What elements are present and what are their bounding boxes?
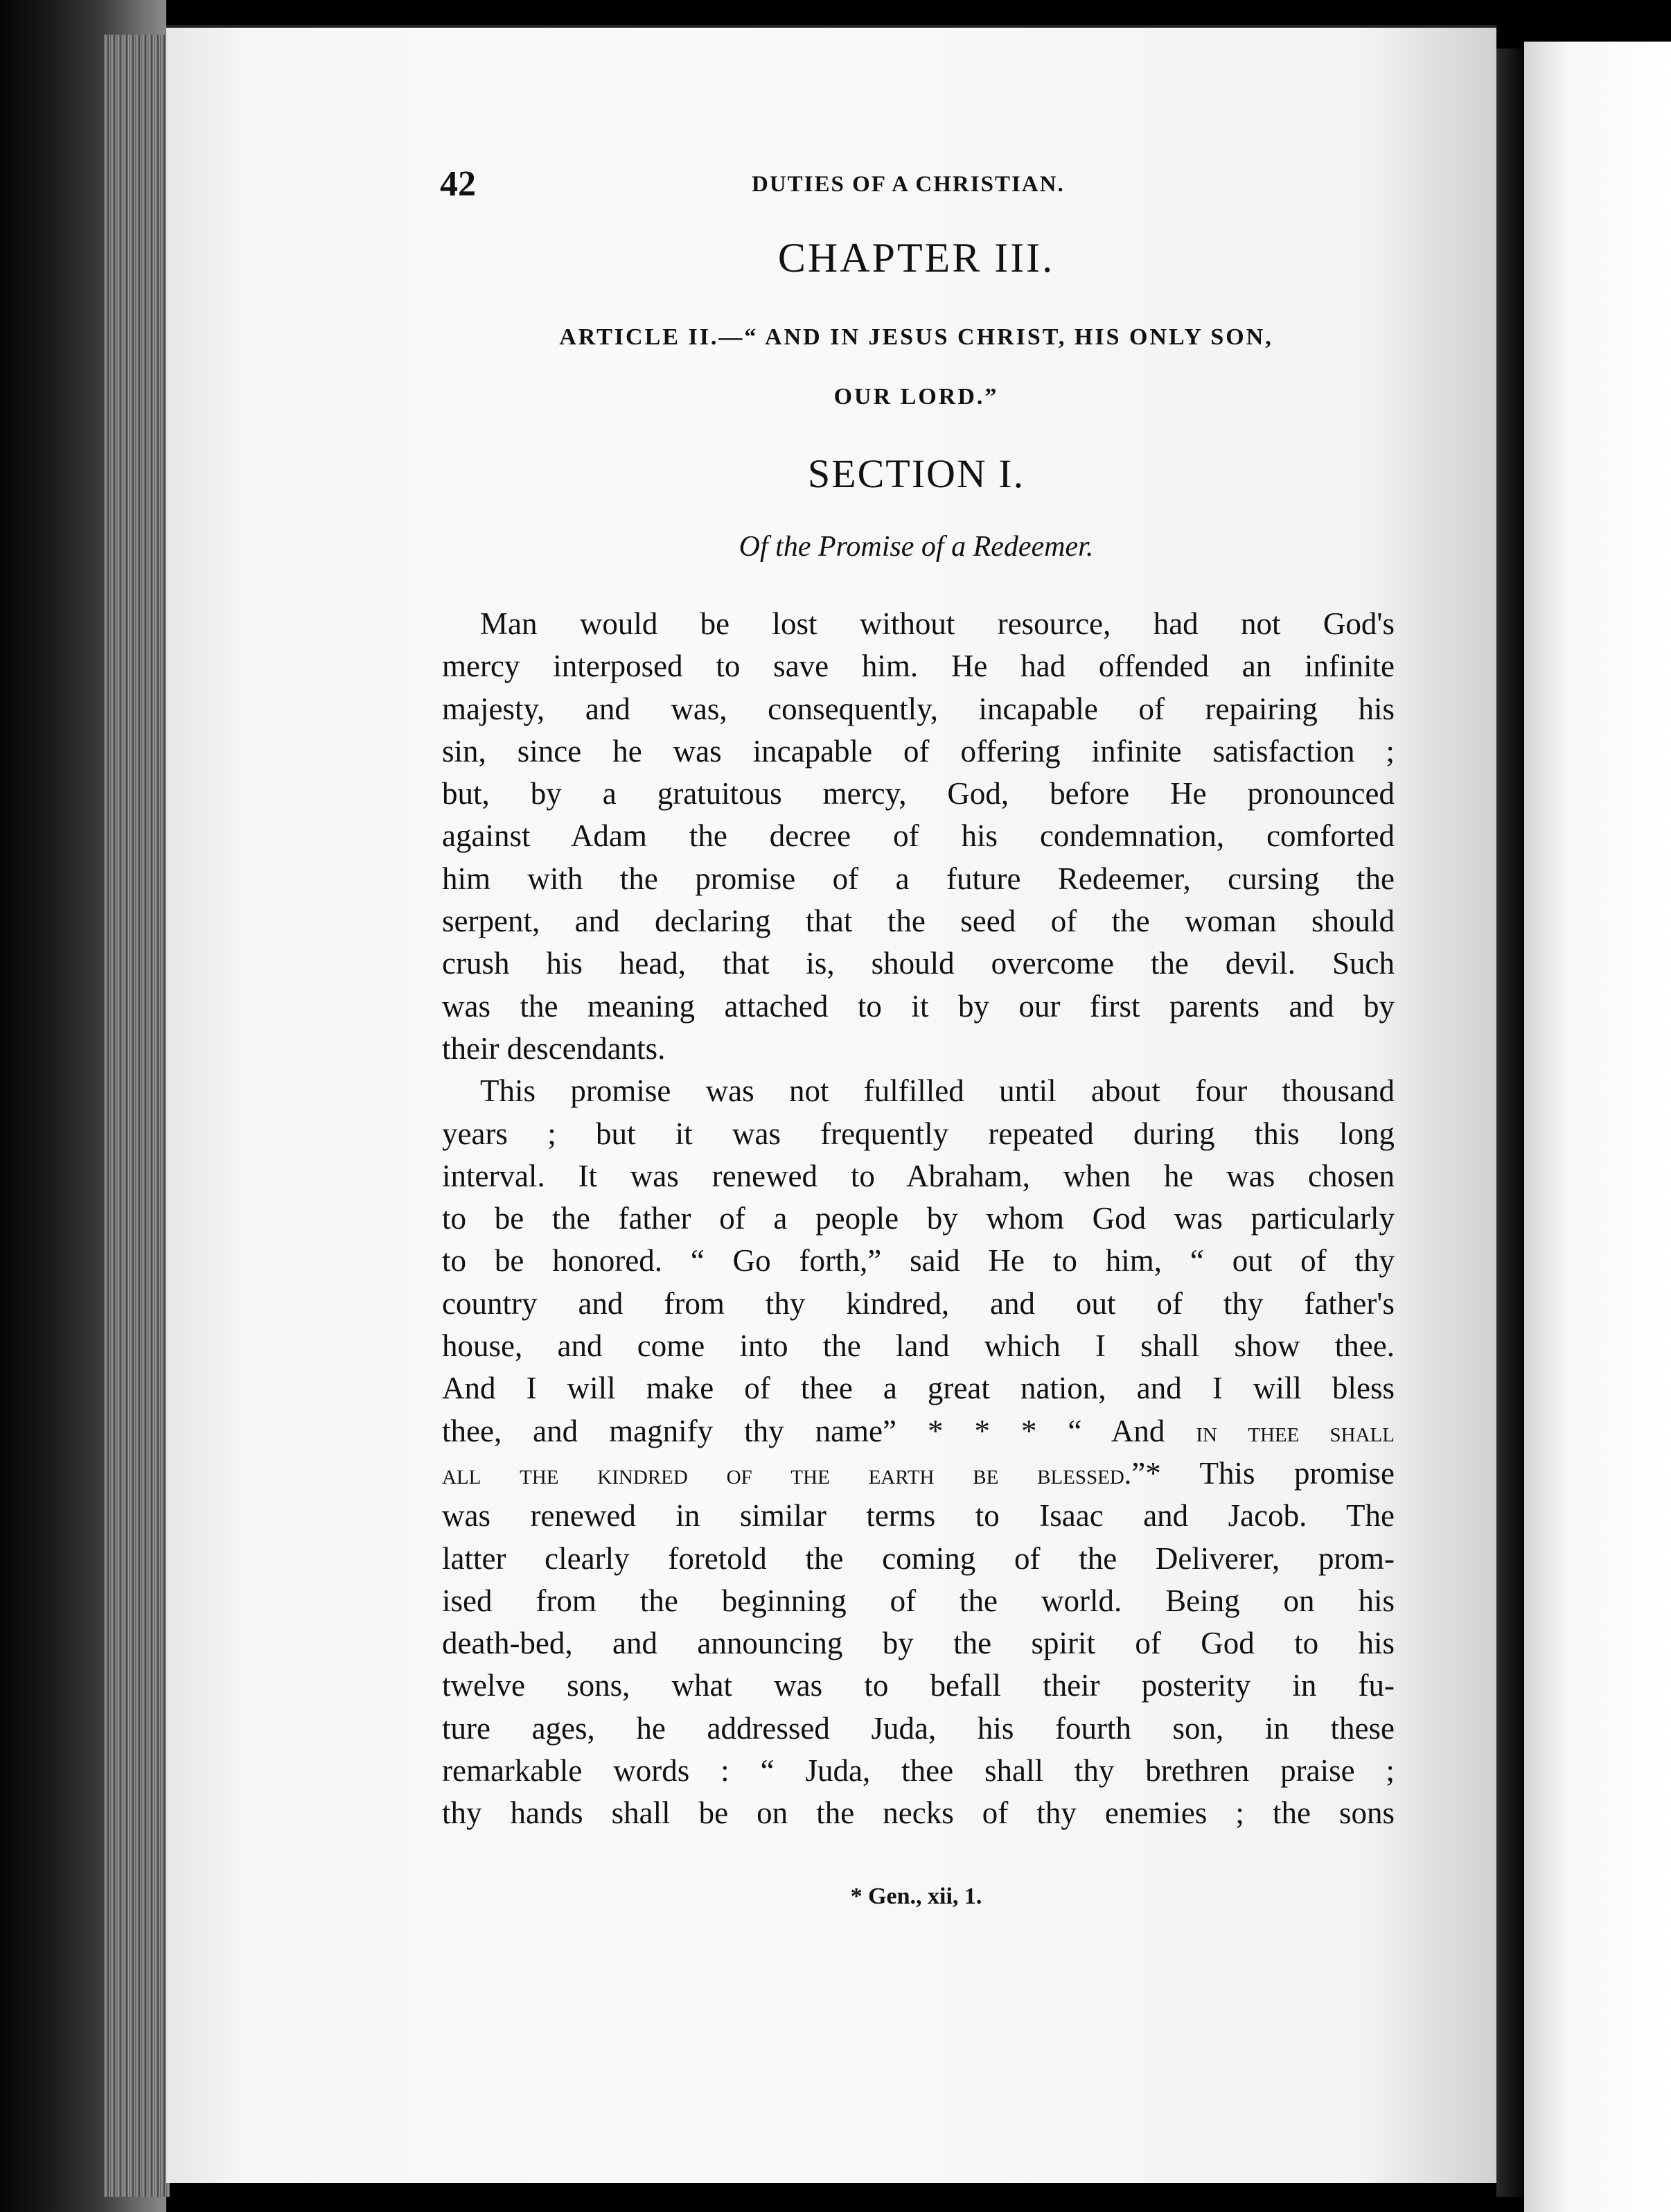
text-line: thy hands shall be on the necks of thy enemies ; the sons [442,1796,1395,1831]
text-line: crush his head, that is, should overcome the devil. Such [442,946,1395,981]
running-title: DUTIES OF A CHRISTIAN. [752,172,1065,197]
text-line: latter clearly foretold the coming of the Deliverer, prom- [442,1540,1395,1576]
text-line: ised from the beginning of the world. Being on his [442,1583,1395,1618]
text-line: Man would be lost without resource, had not God's [480,606,1395,641]
quote-tail: ”* This promise [1131,1455,1395,1491]
text-line: majesty, and was, consequently, incapable of repairing his [442,691,1395,726]
text-line: against Adam the decree of his condemnation, comforted [442,818,1395,854]
text-line: him with the promise of a future Redeemer, cursing the [442,861,1395,896]
article-heading-line-2: OUR LORD.” [833,384,999,410]
text-line: their descendants. [442,1030,666,1066]
section-subtitle: Of the Promise of a Redeemer. [739,531,1094,563]
text-line: sin, since he was incapable of offering infinite satisfaction ; [442,733,1395,769]
text-line: And I will make of thee a great nation, and I will bless [442,1371,1395,1406]
quote-lead: thee, and magnify thy name” * * * “ And [442,1413,1196,1448]
chapter-heading: CHAPTER III. [777,235,1055,281]
text-line: to be the father of a people by whom God was particularly [442,1201,1395,1236]
text-line: death-bed, and announcing by the spirit of God to his [442,1626,1395,1661]
text-line: interval. It was renewed to Abraham, when he was chosen [442,1158,1395,1193]
footnote: * Gen., xii, 1. [850,1884,982,1909]
text-line: years ; but it was frequently repeated during this long [442,1116,1395,1151]
text-line: serpent, and declaring that the seed of the woman should [442,904,1395,939]
small-caps-quote: all the kindred of the earth be blessed. [442,1458,1132,1491]
text-line: but, by a gratuitous mercy, God, before He pronounced [442,776,1395,811]
gutter-shadow [1496,49,1524,2197]
page-number: 42 [440,164,476,204]
text-line: twelve sons, what was to befall their posterity in fu- [442,1668,1395,1703]
small-caps-quote: in thee shall [1196,1416,1395,1448]
text-line: This promise was not fulfilled until about four thousand [480,1073,1395,1109]
facing-page-edge [1524,42,1671,2212]
text-line: country and from thy kindred, and out of thy father's [442,1285,1395,1321]
body-text [442,603,1395,1835]
text-line: was renewed in similar terms to Isaac and Jacob. The [442,1498,1395,1534]
text-line: remarkable words : “ Juda, thee shall thy brethren praise ; [442,1753,1395,1789]
section-heading: SECTION I. [807,451,1025,496]
text-line [442,1452,1395,1495]
text-line: mercy interposed to save him. He had offended an infinite [442,649,1395,684]
text-line: was the meaning attached to it by our first parents and by [442,988,1395,1024]
page-stack-edge [104,35,170,2197]
running-head [440,164,1392,205]
text-line: to be honored. “ Go forth,” said He to him, “ out of thy [442,1243,1395,1279]
text-line: house, and come into the land which I shall show thee. [442,1328,1395,1364]
article-heading-line-1: ARTICLE II.—“ AND IN JESUS CHRIST, HIS ONLY SON, [559,324,1273,350]
text-line: ture ages, he addressed Juda, his fourth son, in these [442,1710,1395,1746]
text-line [442,1410,1395,1452]
